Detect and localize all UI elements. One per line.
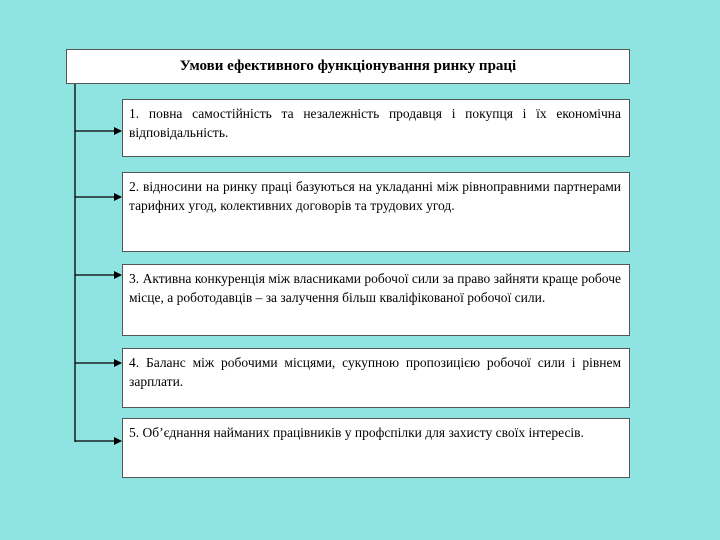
condition-box-4 [122, 348, 630, 408]
condition-text-4: 4. Баланс між робочими місцями, сукупною пропозицією робочої сили і рівнем зарплати. [129, 355, 621, 389]
condition-box-5 [122, 418, 630, 478]
condition-box-1 [122, 99, 630, 157]
condition-box-3 [122, 264, 630, 336]
condition-box-2 [122, 172, 630, 252]
condition-text-3: 3. Активна конкуренція між власниками робочої сили за право зайняти краще робоче місце, а роботодавців – за залучення більш кваліфікованої робочої сили. [129, 271, 621, 305]
diagram-title [66, 49, 630, 84]
condition-text-5: 5. Об’єднання найманих працівників у профспілки для захисту своїх інтересів. [129, 425, 584, 440]
diagram-title-text: Умови ефективного функціонування ринку праці [179, 58, 517, 74]
condition-text-2: 2. відносини на ринку праці базуються на укладанні між рівноправними партнерами тарифних угод, колективних договорів та трудових угод. [129, 179, 621, 213]
condition-text-1: 1. повна самостійність та незалежність продавця і покупця і їх економічна відповідальність. [129, 106, 621, 140]
